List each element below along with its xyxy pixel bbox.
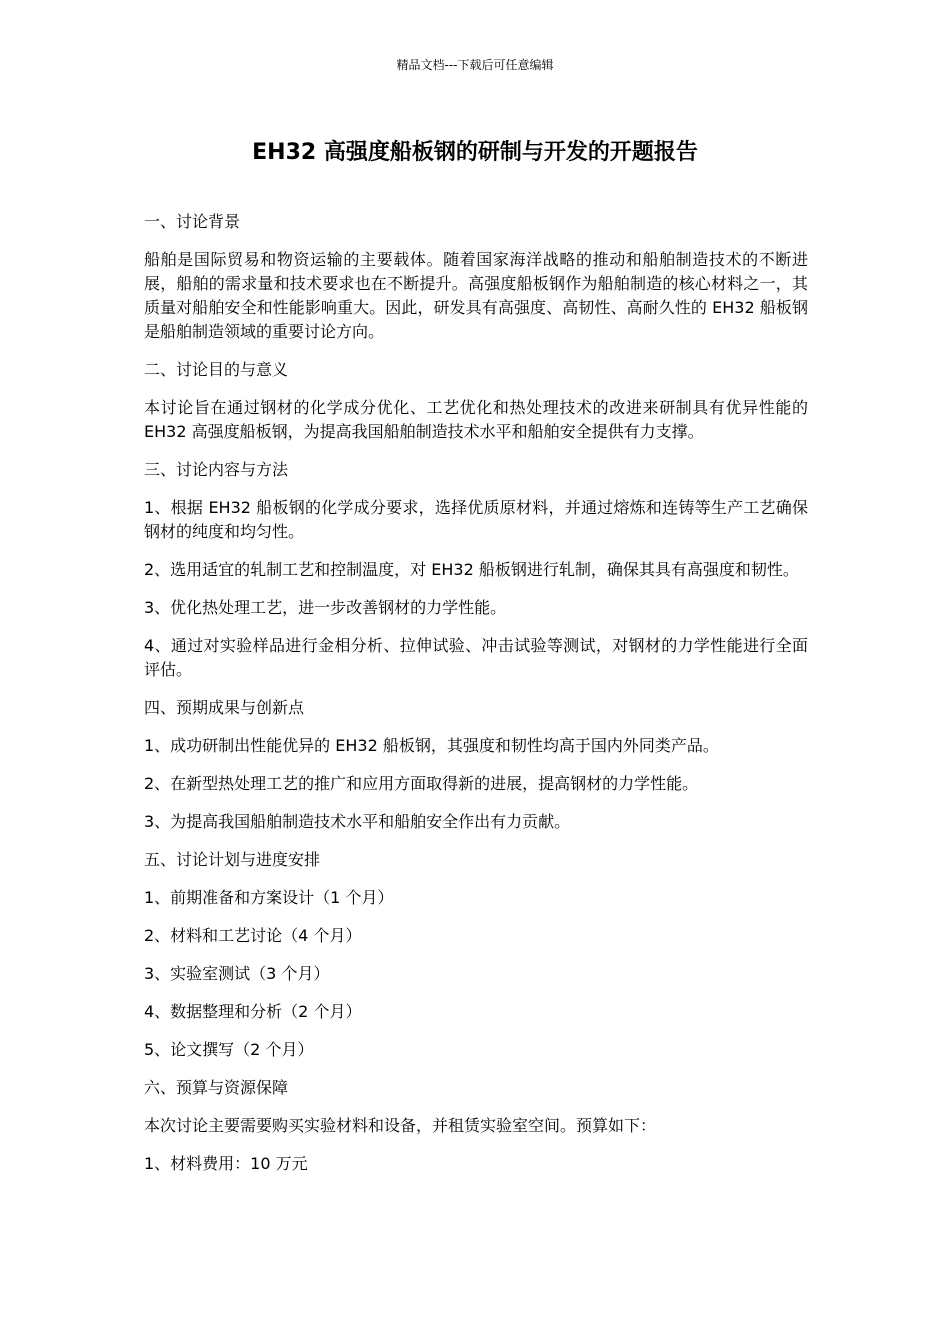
paragraph: 船舶是国际贸易和物资运输的主要载体。随着国家海洋战略的推动和船舶制造技术的不断进展，船舶的需求量和技术要求也在不断提升。高强度船板钢作为船舶制造的核心材料之一，其质量对船舶安全和性能影响重大。因此，研发具有高强度、高韧性、高耐久性的 EH32 船板钢是船舶制造领域的重要讨论方向。	[144, 250, 808, 341]
list-item: 3、实验室测试（3 个月）	[144, 964, 330, 983]
list-item: 1、前期准备和方案设计（1 个月）	[144, 888, 394, 907]
list-item: 3、为提高我国船舶制造技术水平和船舶安全作出有力贡献。	[144, 812, 571, 831]
section-heading: 六、预算与资源保障	[144, 1078, 289, 1097]
list-item: 1、材料费用：10 万元	[144, 1154, 308, 1173]
paragraph: 本讨论旨在通过钢材的化学成分优化、工艺优化和热处理技术的改进来研制具有优异性能的 EH32 高强度船板钢，为提高我国船舶制造技术水平和船舶安全提供有力支撑。	[144, 398, 808, 441]
list-item: 2、材料和工艺讨论（4 个月）	[144, 926, 362, 945]
list-item: 4、通过对实验样品进行金相分析、拉伸试验、冲击试验等测试，对钢材的力学性能进行全面评估。	[144, 636, 808, 679]
list-item: 1、成功研制出性能优异的 EH32 船板钢，其强度和韧性均高于国内外同类产品。	[144, 736, 719, 755]
document-body	[144, 210, 808, 1190]
paragraph: 本次讨论主要需要购买实验材料和设备，并租赁实验室空间。预算如下：	[144, 1116, 657, 1135]
page-header-note: 精品文档---下载后可任意编辑	[396, 58, 554, 72]
section-heading: 三、讨论内容与方法	[144, 460, 289, 479]
list-item: 2、在新型热处理工艺的推广和应用方面取得新的进展，提高钢材的力学性能。	[144, 774, 699, 793]
list-item: 3、优化热处理工艺，进一步改善钢材的力学性能。	[144, 598, 507, 617]
list-item: 2、选用适宜的轧制工艺和控制温度，对 EH32 船板钢进行轧制，确保其具有高强度和韧性。	[144, 560, 799, 579]
list-item: 5、论文撰写（2 个月）	[144, 1040, 314, 1059]
section-heading: 一、讨论背景	[144, 212, 241, 231]
section-heading: 五、讨论计划与进度安排	[144, 850, 321, 869]
document-title: EH32 高强度船板钢的研制与开发的开题报告	[252, 140, 698, 165]
section-heading: 二、讨论目的与意义	[144, 360, 289, 379]
list-item: 4、数据整理和分析（2 个月）	[144, 1002, 362, 1021]
section-heading: 四、预期成果与创新点	[144, 698, 305, 717]
list-item: 1、根据 EH32 船板钢的化学成分要求，选择优质原材料，并通过熔炼和连铸等生产工艺确保钢材的纯度和均匀性。	[144, 498, 808, 541]
